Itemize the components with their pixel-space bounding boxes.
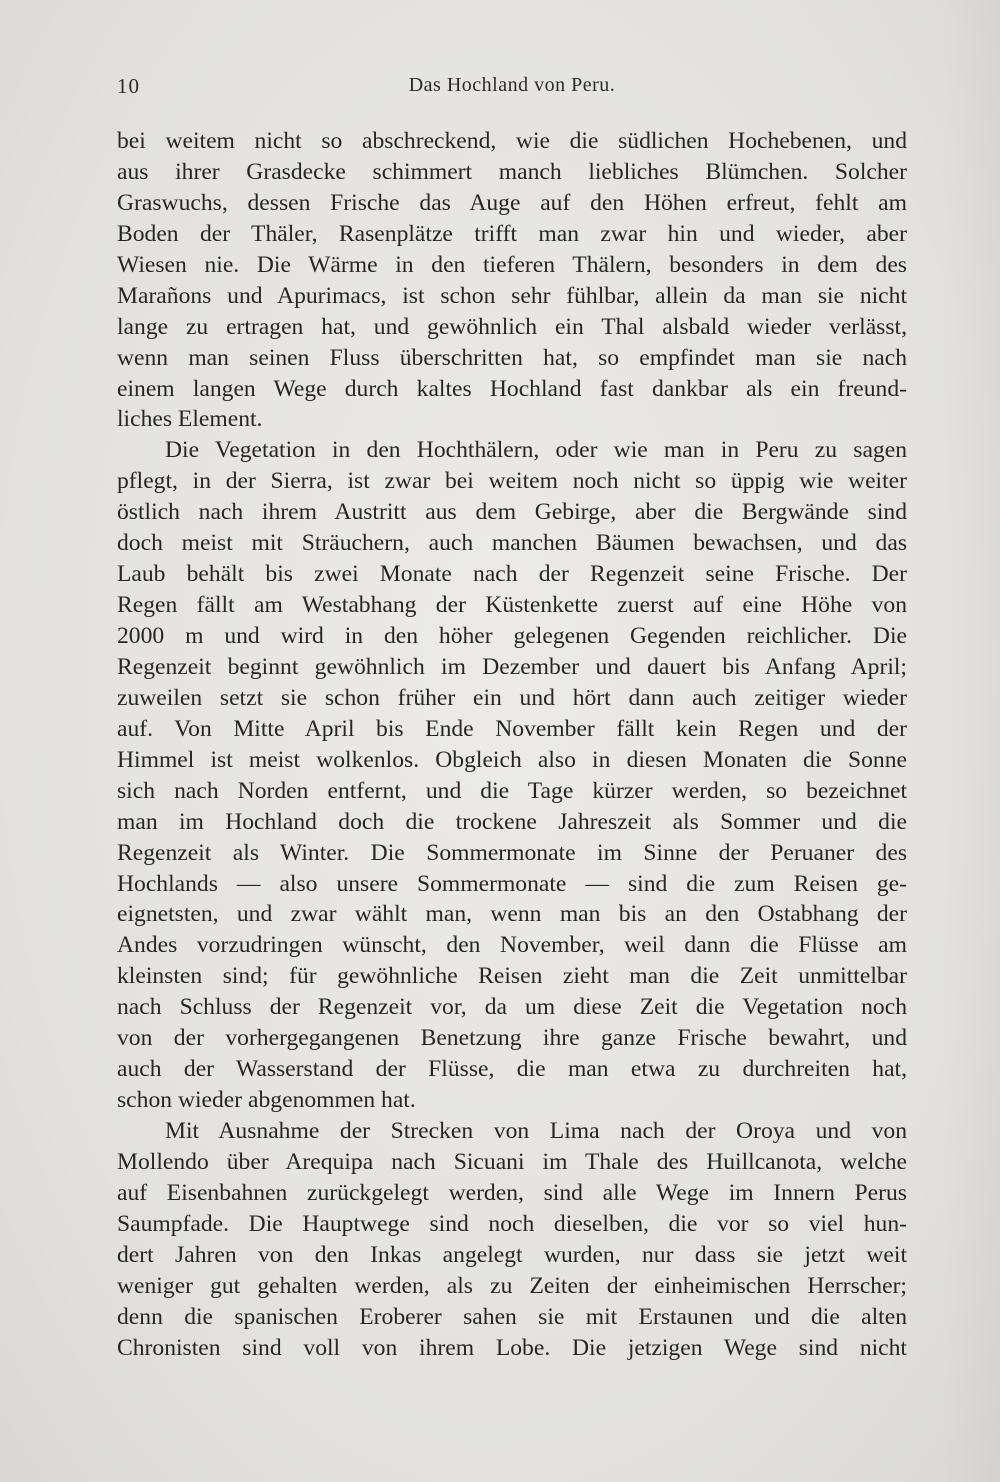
text-line: lange zu ertragen hat, und gewöhnlich ein Thal alsbald wieder verlässt, xyxy=(117,313,907,340)
text-line: auch der Wasserstand der Flüsse, die man etwa zu durchreiten hat, xyxy=(117,1056,907,1083)
text-line: östlich nach ihrem Austritt aus dem Gebirge, aber die Bergwände sind xyxy=(117,499,907,526)
text-line: Marañons und Apurimacs, ist schon sehr fühlbar, allein da man sie nicht xyxy=(117,282,907,309)
text-line: denn die spanischen Eroberer sahen sie mit Erstaunen und die alten xyxy=(117,1303,907,1330)
text-line: Laub behält bis zwei Monate nach der Regenzeit seine Frische. Der xyxy=(117,561,907,588)
text-line: auf. Von Mitte April bis Ende November fällt kein Regen und der xyxy=(117,715,907,742)
page-edge-shadow xyxy=(940,0,1000,1482)
page-number: 10 xyxy=(117,74,140,98)
text-line: Hochlands — also unsere Sommermonate — sind die zum Reisen ge- xyxy=(117,870,907,897)
text-line: sich nach Norden entfernt, und die Tage kürzer werden, so bezeichnet xyxy=(117,777,907,804)
text-line: liches Element. xyxy=(117,406,263,433)
text-line: man im Hochland doch die trockene Jahreszeit als Sommer und die xyxy=(117,808,907,835)
text-line: auf Eisenbahnen zurückgelegt werden, sind alle Wege im Innern Perus xyxy=(117,1179,907,1206)
text-line: Mollendo über Arequipa nach Sicuani im Thale des Huillcanota, welche xyxy=(117,1148,907,1175)
text-line: von der vorhergegangenen Benetzung ihre ganze Frische bewahrt, und xyxy=(117,1025,907,1052)
text-line: Boden der Thäler, Rasenplätze trifft man zwar hin und wieder, aber xyxy=(117,220,907,247)
text-line: Himmel ist meist wolkenlos. Obgleich also in diesen Monaten die Sonne xyxy=(117,746,907,773)
page-header xyxy=(117,74,907,106)
text-line: zuweilen setzt sie schon früher ein und hört dann auch zeitiger wieder xyxy=(117,684,907,711)
text-line: wenn man seinen Fluss überschritten hat, so empfindet man sie nach xyxy=(117,344,907,371)
text-line: Graswuchs, dessen Frische das Auge auf den Höhen erfreut, fehlt am xyxy=(117,189,907,216)
text-line: weniger gut gehalten werden, als zu Zeiten der einheimischen Herrscher; xyxy=(117,1272,907,1299)
text-line: aus ihrer Grasdecke schimmert manch liebliches Blümchen. Solcher xyxy=(117,158,907,185)
text-line: Die Vegetation in den Hochthälern, oder wie man in Peru zu sagen xyxy=(165,437,907,464)
text-line: pflegt, in der Sierra, ist zwar bei weitem noch nicht so üppig wie weiter xyxy=(117,468,907,495)
running-title: Das Hochland von Peru. xyxy=(408,74,616,96)
text-line: schon wieder abgenommen hat. xyxy=(117,1087,416,1114)
text-line: Regen fällt am Westabhang der Küstenkette zuerst auf eine Höhe von xyxy=(117,592,907,619)
text-line: Andes vorzudringen wünscht, den November, weil dann die Flüsse am xyxy=(117,932,907,959)
text-line: Mit Ausnahme der Strecken von Lima nach der Oroya und von xyxy=(165,1118,907,1144)
text-line: doch meist mit Sträuchern, auch manchen Bäumen bewachsen, und das xyxy=(117,530,907,557)
text-line: Wiesen nie. Die Wärme in den tieferen Thälern, besonders in dem des xyxy=(117,251,907,278)
text-line: eignetsten, und zwar wählt man, wenn man bis an den Ostabhang der xyxy=(117,901,907,928)
text-line: nach Schluss der Regenzeit vor, da um diese Zeit die Vegetation noch xyxy=(117,994,907,1021)
text-line: 2000 m und wird in den höher gelegenen Gegenden reichlicher. Die xyxy=(117,623,907,649)
text-line: Saumpfade. Die Hauptwege sind noch dieselben, die vor so viel hun- xyxy=(117,1210,907,1237)
text-line: Regenzeit beginnt gewöhnlich im Dezember und dauert bis Anfang April; xyxy=(117,653,907,680)
text-line: dert Jahren von den Inkas angelegt wurden, nur dass sie jetzt weit xyxy=(117,1241,907,1268)
body-text xyxy=(117,126,907,1364)
text-line: bei weitem nicht so abschreckend, wie die südlichen Hochebenen, und xyxy=(117,128,907,154)
text-line: Chronisten sind voll von ihrem Lobe. Die jetzigen Wege sind nicht xyxy=(117,1334,907,1361)
text-line: kleinsten sind; für gewöhnliche Reisen zieht man die Zeit unmittelbar xyxy=(117,963,907,990)
text-line: Regenzeit als Winter. Die Sommermonate im Sinne der Peruaner des xyxy=(117,839,907,866)
text-line: einem langen Wege durch kaltes Hochland fast dankbar als ein freund- xyxy=(117,375,907,402)
